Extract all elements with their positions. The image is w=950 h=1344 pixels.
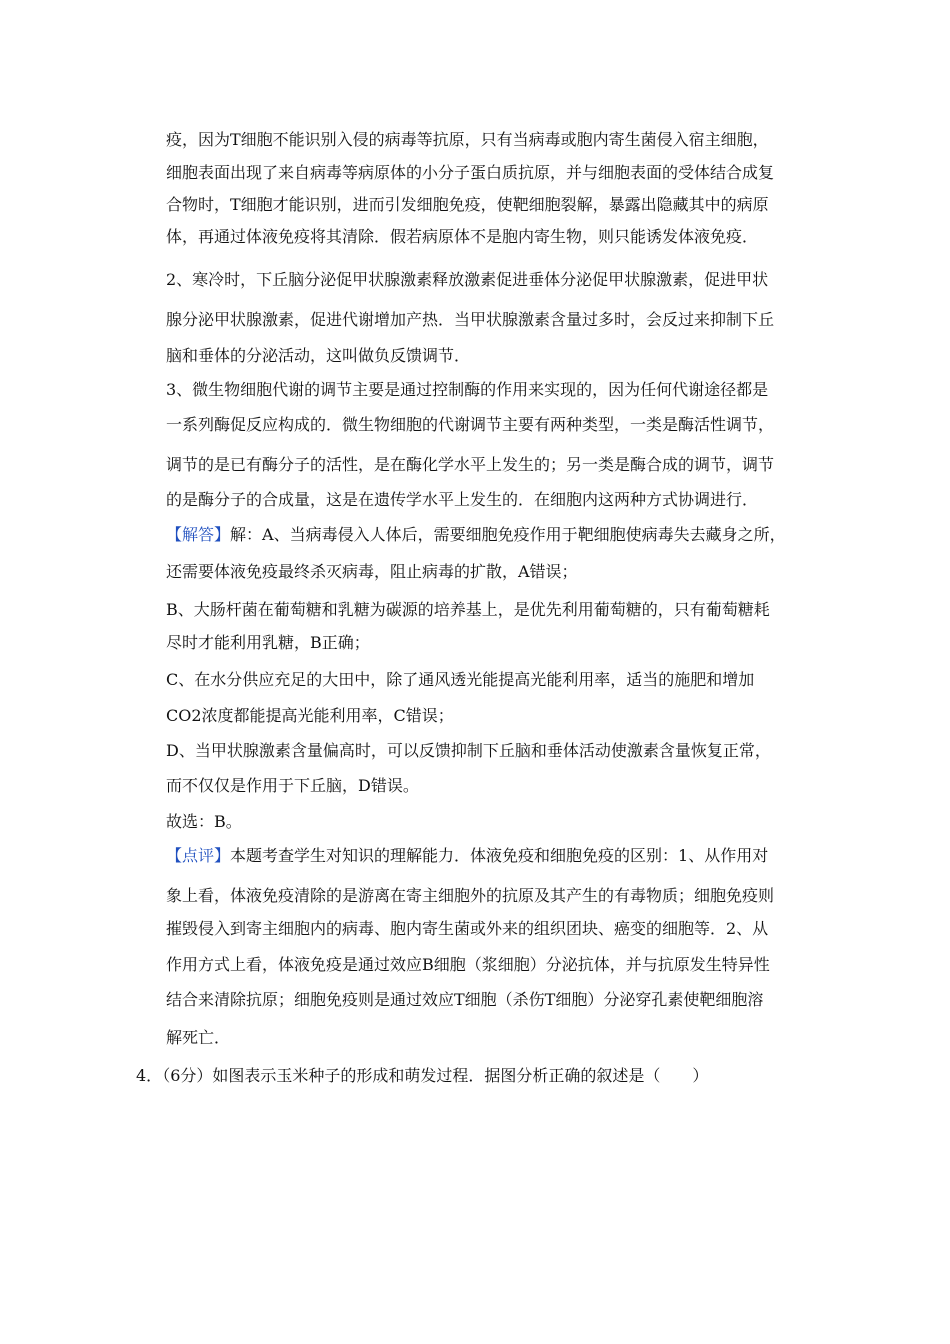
text-line: 的是酶分子的合成量，这是在遗传学水平上发生的．在细胞内这两种方式协调进行． [166, 490, 759, 509]
text-line: 2、寒冷时，下丘脑分泌促甲状腺激素释放激素促进垂体分泌促甲状腺激素，促进甲状 [166, 270, 769, 289]
text-line: 脑和垂体的分泌活动，这叫做负反馈调节． [166, 346, 471, 365]
question-number: 4． [136, 1066, 163, 1085]
text-line: 解死亡． [166, 1028, 231, 1047]
text-line: D、当甲状腺激素含量偏高时，可以反馈抑制下丘脑和垂体活动使激素含量恢复正常， [166, 741, 771, 760]
text-line: C、在水分供应充足的大田中，除了通风透光能提高光能利用率，适当的施肥和增加 [166, 670, 755, 689]
text-line: 摧毁侵入到寄主细胞内的病毒、胞内寄生菌或外来的组织团块、癌变的细胞等．2、从 [166, 919, 769, 938]
text-line: 而不仅仅是作用于下丘脑，D错误。 [166, 776, 419, 795]
text-line: 疫，因为T细胞不能识别入侵的病毒等抗原，只有当病毒或胞内寄生菌侵入宿主细胞， [166, 130, 769, 149]
question-text: （6分）如图表示玉米种子的形成和萌发过程．据图分析正确的叙述是（ ） [162, 1066, 709, 1085]
text-line: 一系列酶促反应构成的．微生物细胞的代谢调节主要有两种类型，一类是酶活性调节， [166, 415, 775, 434]
text-line: 作用方式上看，体液免疫是通过效应B细胞（浆细胞）分泌抗体，并与抗原发生特异性 [166, 955, 770, 974]
text-line: B、大肠杆菌在葡萄糖和乳糖为碳源的培养基上，是优先利用葡萄糖的，只有葡萄糖耗 [166, 600, 770, 619]
answer-tag: 【解答】 [166, 525, 231, 544]
comment-text: 本题考查学生对知识的理解能力．体液免疫和细胞免疫的区别：1、从作用对 [230, 846, 769, 865]
text-line: 3、微生物细胞代谢的调节主要是通过控制酶的作用来实现的，因为任何代谢途径都是 [166, 380, 769, 399]
text-line: 象上看，体液免疫清除的是游离在寄主细胞外的抗原及其产生的有毒物质；细胞免疫则 [166, 886, 775, 905]
text-line: 合物时，T细胞才能识别，进而引发细胞免疫，使靶细胞裂解，暴露出隐藏其中的病原 [166, 195, 769, 214]
answer-text: 解：A、当病毒侵入人体后，需要细胞免疫作用于靶细胞使病毒失去藏身之所， [230, 525, 786, 544]
text-line: CO2浓度都能提高光能利用率，C错误； [166, 706, 454, 725]
text-line: 结合来清除抗原；细胞免疫则是通过效应T细胞（杀伤T细胞）分泌穿孔素使靶细胞溶 [166, 990, 764, 1009]
answer-line [166, 525, 826, 545]
comment-tag: 【点评】 [166, 846, 231, 865]
comment-line [166, 846, 826, 866]
text-line: 腺分泌甲状腺激素，促进代谢增加产热．当甲状腺激素含量过多时，会反过来抑制下丘 [166, 310, 775, 329]
text-line: 细胞表面出现了来自病毒等病原体的小分子蛋白质抗原，并与细胞表面的受体结合成复 [166, 163, 775, 182]
text-line: 尽时才能利用乳糖，B正确； [166, 633, 370, 652]
text-line: 调节的是已有酶分子的活性，是在酶化学水平上发生的；另一类是酶合成的调节，调节 [166, 455, 775, 474]
text-line: 还需要体液免疫最终杀灭病毒，阻止病毒的扩散，A错误； [166, 562, 578, 581]
text-line: 体，再通过体液免疫将其清除．假若病原体不是胞内寄生物，则只能诱发体液免疫． [166, 227, 759, 246]
question-line [136, 1066, 836, 1086]
text-line: 故选：B。 [166, 812, 242, 831]
